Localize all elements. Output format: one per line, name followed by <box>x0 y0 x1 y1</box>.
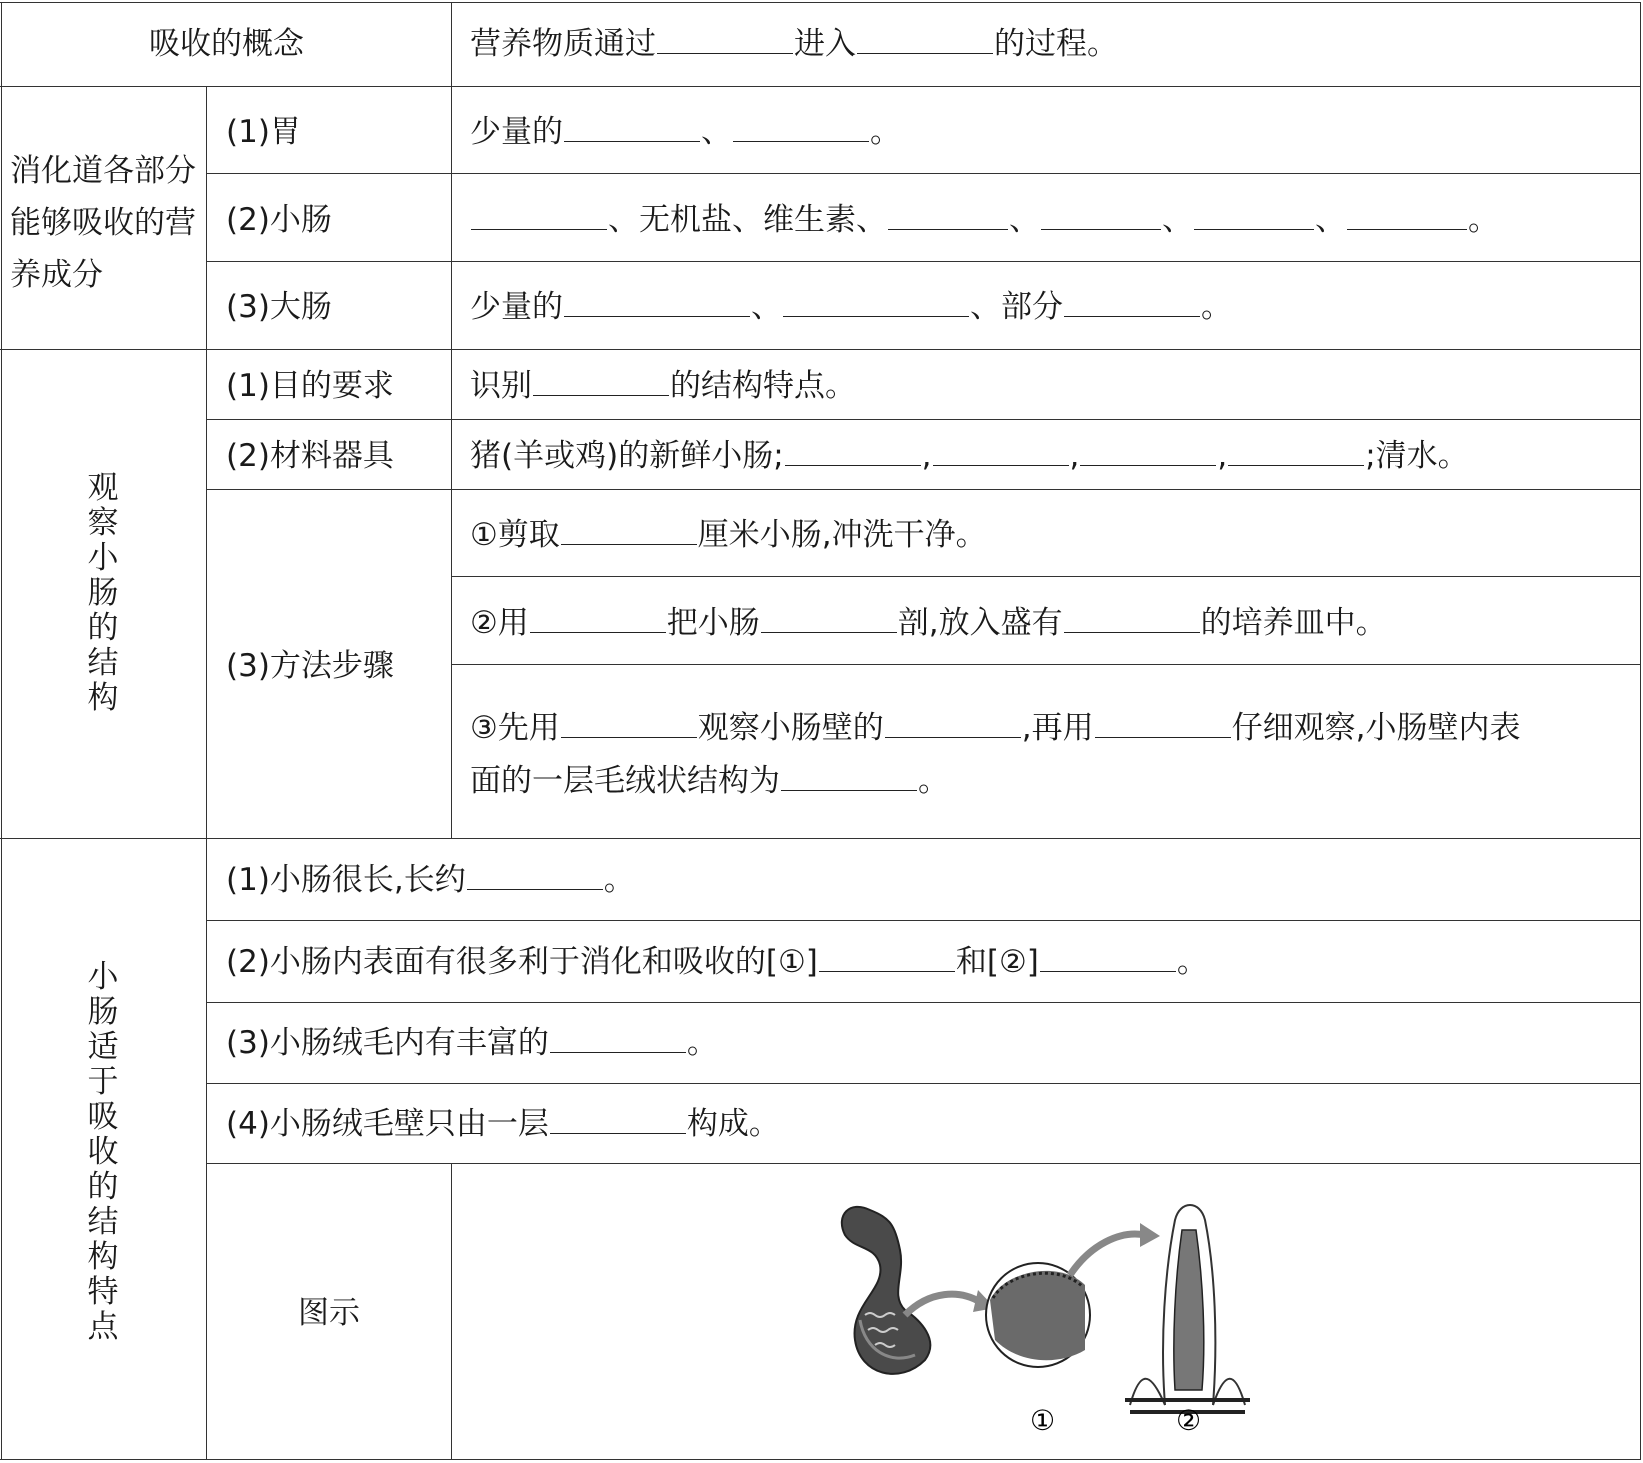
absorb-section-label: 消化道各部分能够吸收的营养成分 <box>10 153 196 293</box>
blank[interactable] <box>819 943 955 972</box>
blank[interactable] <box>885 709 1021 738</box>
feature-item3: (3)小肠绒毛内有丰富的 。 <box>226 1025 718 1061</box>
step2-text: ②用 把小肠 剖,放入盛有 的培养皿中。 <box>470 605 1387 641</box>
materials-text: 猪(羊或鸡)的新鲜小肠; , , , ;清水。 <box>470 438 1469 474</box>
feature-item2: (2)小肠内表面有很多利于消化和吸收的[①] 和[②] 。 <box>226 944 1208 980</box>
arrow-head-icon <box>1140 1223 1160 1247</box>
blank[interactable] <box>1228 437 1364 466</box>
blank[interactable] <box>657 25 793 54</box>
blank[interactable] <box>1064 604 1200 633</box>
blank[interactable] <box>783 288 969 317</box>
blank[interactable] <box>785 437 921 466</box>
step1-text: ①剪取 厘米小肠,冲洗干净。 <box>470 517 987 553</box>
arrow-icon <box>1070 1234 1145 1275</box>
stomach-text: 少量的 、 。 <box>470 114 901 150</box>
blank[interactable] <box>467 861 603 890</box>
blank[interactable] <box>564 113 700 142</box>
arrow-icon <box>905 1294 980 1315</box>
blank[interactable] <box>561 709 697 738</box>
blank[interactable] <box>857 25 993 54</box>
materials-label: (2)材料器具 <box>226 438 394 474</box>
small-intestine-diagram <box>830 1190 1260 1440</box>
blank[interactable] <box>1064 288 1200 317</box>
blank[interactable] <box>733 113 869 142</box>
feature-item4: (4)小肠绒毛壁只由一层 构成。 <box>226 1106 780 1142</box>
large-intestine-text: 少量的 、 、部分 。 <box>470 289 1232 325</box>
blank[interactable] <box>761 604 897 633</box>
concept-label: 吸收的概念 <box>149 26 304 62</box>
blank[interactable] <box>471 201 607 230</box>
steps-label: (3)方法步骤 <box>226 648 394 684</box>
marker-2: ② <box>1176 1404 1202 1437</box>
blank[interactable] <box>1347 201 1467 230</box>
feature-item1: (1)小肠很长,长约 。 <box>226 862 635 898</box>
small-intestine-label: (2)小肠 <box>226 202 332 238</box>
goal-label: (1)目的要求 <box>226 368 394 404</box>
fold-magnified-icon <box>986 1263 1090 1367</box>
blank[interactable] <box>1194 201 1314 230</box>
marker-1: ① <box>1030 1404 1056 1437</box>
intestine-tube-icon <box>842 1207 930 1374</box>
concept-text: 营养物质通过 进入 的过程。 <box>470 26 1118 62</box>
blank[interactable] <box>530 604 666 633</box>
blank[interactable] <box>550 1105 686 1134</box>
blank[interactable] <box>533 367 669 396</box>
blank[interactable] <box>561 516 697 545</box>
blank[interactable] <box>1040 943 1176 972</box>
blank[interactable] <box>564 288 750 317</box>
large-intestine-label: (3)大肠 <box>226 289 332 325</box>
blank[interactable] <box>550 1024 686 1053</box>
blank[interactable] <box>1095 709 1231 738</box>
blank[interactable] <box>781 762 917 791</box>
observe-section-label: 观察小肠的结构 <box>87 470 119 716</box>
blank[interactable] <box>1041 201 1161 230</box>
stomach-label: (1)胃 <box>226 114 301 150</box>
goal-text: 识别 的结构特点。 <box>470 368 856 404</box>
step3-line1: ③先用 观察小肠壁的 ,再用 仔细观察,小肠壁内表 <box>470 710 1521 746</box>
feature-section-label: 小肠适于吸收的结构特点 <box>87 959 119 1345</box>
small-intestine-text: 、无机盐、维生素、 、 、 、 。 <box>470 200 1499 240</box>
blank[interactable] <box>1080 437 1216 466</box>
diagram-label: 图示 <box>298 1295 360 1331</box>
blank[interactable] <box>888 201 1008 230</box>
step3-line2: 面的一层毛绒状结构为 。 <box>470 763 949 799</box>
blank[interactable] <box>933 437 1069 466</box>
